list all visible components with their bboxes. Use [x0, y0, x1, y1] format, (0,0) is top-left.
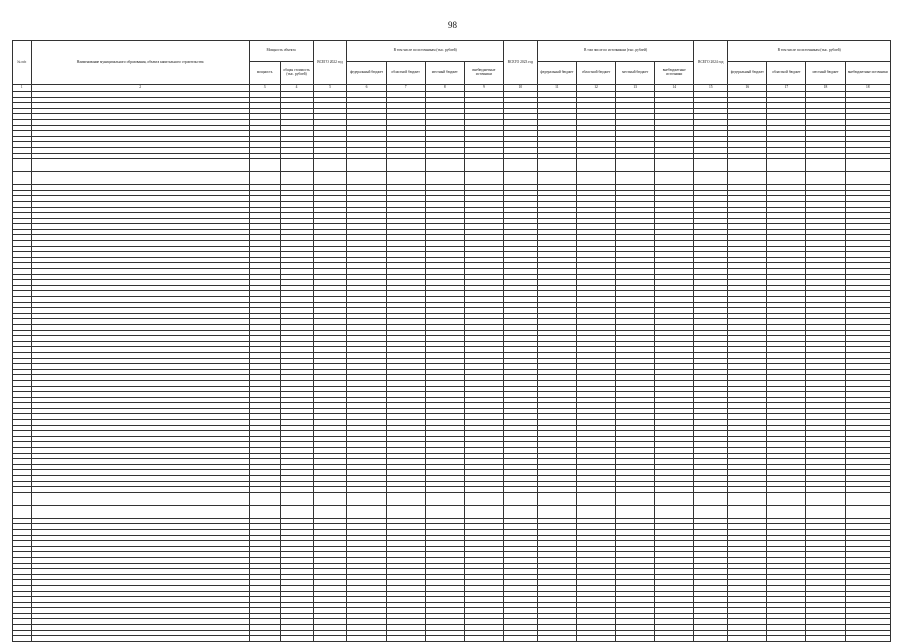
- object-name: [31, 492, 249, 505]
- total-2024: [694, 492, 728, 505]
- extra-2022: [464, 636, 503, 642]
- header-total-2023: ВСЕГО 2023 год: [503, 41, 537, 85]
- federal-2022: [347, 159, 386, 172]
- table-row: [13, 172, 891, 185]
- column-number: 2: [31, 85, 249, 92]
- column-number: 8: [425, 85, 464, 92]
- total-2022: [313, 492, 347, 505]
- local-2024: [806, 505, 845, 518]
- row-number: [13, 636, 32, 642]
- column-number: 15: [694, 85, 728, 92]
- total-2022: [313, 636, 347, 642]
- local-2023: [616, 492, 655, 505]
- regional-2023: [576, 159, 615, 172]
- total-cost: [280, 636, 313, 642]
- extra-2024: [845, 492, 890, 505]
- extra-2024: [845, 159, 890, 172]
- table-body: [13, 92, 891, 642]
- header-total-2022: ВСЕГО 2022 год: [313, 41, 347, 85]
- object-name: [31, 636, 249, 642]
- power-value: [249, 636, 280, 642]
- federal-2023: [537, 492, 576, 505]
- total-2022: [313, 159, 347, 172]
- federal-2024: [728, 636, 767, 642]
- investment-table-sheet: [12, 40, 891, 642]
- federal-2023: [537, 505, 576, 518]
- federal-2024: [728, 505, 767, 518]
- regional-2022: [386, 636, 425, 642]
- local-2024: [806, 636, 845, 642]
- investment-table: [12, 40, 891, 642]
- extra-2022: [464, 505, 503, 518]
- table-row: [13, 159, 891, 172]
- power-value: [249, 505, 280, 518]
- column-number: 18: [806, 85, 845, 92]
- column-number: 5: [313, 85, 347, 92]
- extra-2023: [655, 636, 694, 642]
- local-2024: [806, 172, 845, 185]
- header-cost: общая стоимость (тыс. рублей): [280, 62, 313, 85]
- header-no: № п/п: [13, 41, 32, 85]
- regional-2024: [767, 492, 806, 505]
- total-2024: [694, 636, 728, 642]
- local-2022: [425, 172, 464, 185]
- regional-2024: [767, 505, 806, 518]
- header-funds-2023: В том числе по источникам (тыс. рублей): [537, 41, 693, 62]
- header-federal-2023: федеральный бюджет: [537, 62, 576, 85]
- header-extra-2023: внебюджетные источники: [655, 62, 694, 85]
- power-value: [249, 172, 280, 185]
- column-number: 18: [845, 85, 890, 92]
- table-header: [13, 41, 891, 92]
- total-cost: [280, 505, 313, 518]
- extra-2022: [464, 159, 503, 172]
- extra-2022: [464, 492, 503, 505]
- header-extra-2024: внебюджетные источники: [845, 62, 890, 85]
- total-2024: [694, 505, 728, 518]
- extra-2024: [845, 636, 890, 642]
- header-power: мощность: [249, 62, 280, 85]
- total-2023: [503, 505, 537, 518]
- regional-2023: [576, 636, 615, 642]
- total-2023: [503, 492, 537, 505]
- column-number: 9: [464, 85, 503, 92]
- table-row: [13, 505, 891, 518]
- regional-2023: [576, 505, 615, 518]
- regional-2024: [767, 159, 806, 172]
- regional-2024: [767, 636, 806, 642]
- total-2023: [503, 159, 537, 172]
- object-name: [31, 505, 249, 518]
- header-extra-2022: внебюджетные источники: [464, 62, 503, 85]
- power-value: [249, 159, 280, 172]
- extra-2023: [655, 492, 694, 505]
- column-number: 4: [280, 85, 313, 92]
- local-2023: [616, 172, 655, 185]
- total-2022: [313, 172, 347, 185]
- header-regional-2024: областной бюджет: [767, 62, 806, 85]
- page-number: 98: [448, 20, 457, 30]
- regional-2022: [386, 159, 425, 172]
- column-number: 3: [249, 85, 280, 92]
- header-federal-2024: федеральный бюджет: [728, 62, 767, 85]
- local-2023: [616, 159, 655, 172]
- federal-2023: [537, 172, 576, 185]
- table-row: [13, 492, 891, 505]
- header-regional-2022: областной бюджет: [386, 62, 425, 85]
- local-2022: [425, 492, 464, 505]
- total-2022: [313, 505, 347, 518]
- regional-2023: [576, 172, 615, 185]
- extra-2024: [845, 505, 890, 518]
- extra-2023: [655, 505, 694, 518]
- federal-2024: [728, 172, 767, 185]
- local-2022: [425, 505, 464, 518]
- extra-2024: [845, 172, 890, 185]
- total-2024: [694, 172, 728, 185]
- regional-2022: [386, 492, 425, 505]
- local-2022: [425, 159, 464, 172]
- object-name: [31, 172, 249, 185]
- total-cost: [280, 172, 313, 185]
- column-number: 16: [728, 85, 767, 92]
- extra-2023: [655, 159, 694, 172]
- row-number: [13, 172, 32, 185]
- total-cost: [280, 492, 313, 505]
- header-local-2024: местный бюджет: [806, 62, 845, 85]
- header-local-2022: местный бюджет: [425, 62, 464, 85]
- header-total-2024: ВСЕГО 2024 год: [694, 41, 728, 85]
- total-cost: [280, 159, 313, 172]
- federal-2022: [347, 172, 386, 185]
- federal-2022: [347, 492, 386, 505]
- header-funds-2022: В том числе по источникам (тыс. рублей): [347, 41, 503, 62]
- column-number: 7: [386, 85, 425, 92]
- federal-2023: [537, 159, 576, 172]
- federal-2022: [347, 505, 386, 518]
- column-number: 1: [13, 85, 32, 92]
- column-number: 14: [655, 85, 694, 92]
- total-2023: [503, 636, 537, 642]
- row-number: [13, 492, 32, 505]
- header-power-group: Мощность объекта: [249, 41, 313, 62]
- table-row: [13, 636, 891, 642]
- total-2024: [694, 159, 728, 172]
- total-2023: [503, 172, 537, 185]
- column-number: 11: [537, 85, 576, 92]
- extra-2023: [655, 172, 694, 185]
- header-funds-2024: В том числе по источникам (тыс. рублей): [728, 41, 891, 62]
- header-federal-2022: федеральный бюджет: [347, 62, 386, 85]
- extra-2022: [464, 172, 503, 185]
- column-number: 6: [347, 85, 386, 92]
- federal-2024: [728, 492, 767, 505]
- header-name: Наименование муниципального образования, объекта капитального строительства: [31, 41, 249, 85]
- header-regional-2023: областной бюджет: [576, 62, 615, 85]
- column-number: 12: [576, 85, 615, 92]
- header-local-2023: местный бюджет: [616, 62, 655, 85]
- local-2024: [806, 159, 845, 172]
- federal-2023: [537, 636, 576, 642]
- local-2023: [616, 636, 655, 642]
- column-number: 13: [616, 85, 655, 92]
- power-value: [249, 492, 280, 505]
- regional-2022: [386, 172, 425, 185]
- column-number: 17: [767, 85, 806, 92]
- column-number-row: [13, 85, 891, 92]
- local-2023: [616, 505, 655, 518]
- local-2022: [425, 636, 464, 642]
- regional-2024: [767, 172, 806, 185]
- federal-2022: [347, 636, 386, 642]
- federal-2024: [728, 159, 767, 172]
- row-number: [13, 159, 32, 172]
- column-number: 10: [503, 85, 537, 92]
- row-number: [13, 505, 32, 518]
- local-2024: [806, 492, 845, 505]
- object-name: [31, 159, 249, 172]
- regional-2022: [386, 505, 425, 518]
- regional-2023: [576, 492, 615, 505]
